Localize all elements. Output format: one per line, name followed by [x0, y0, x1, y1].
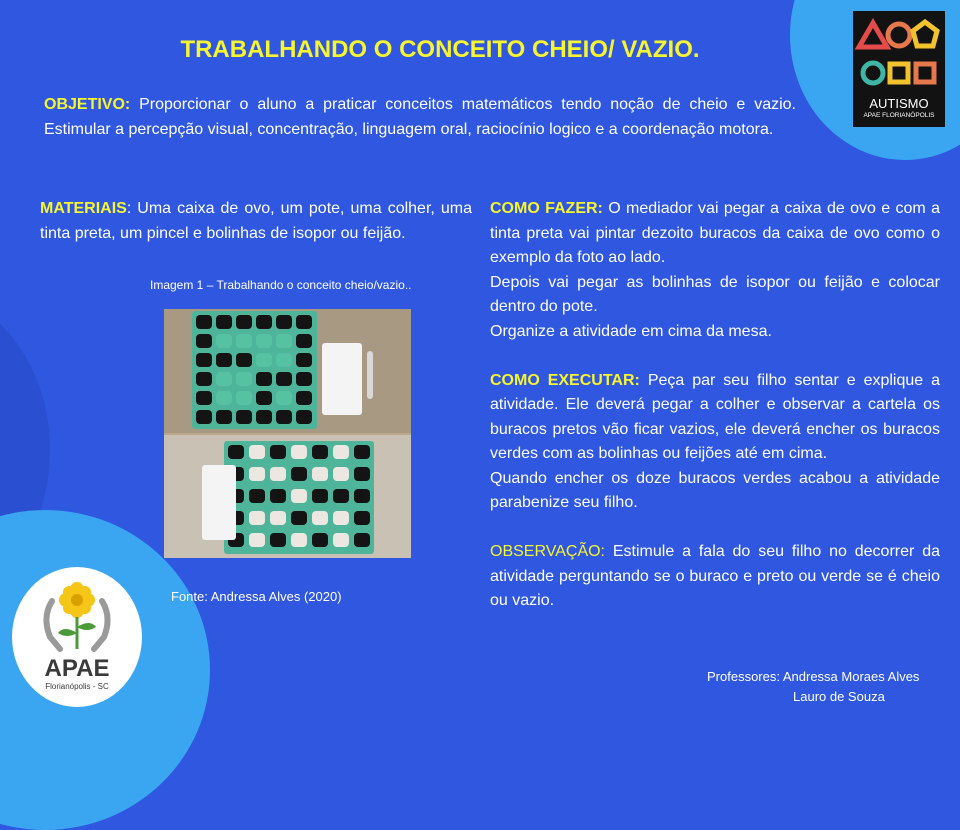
egg-cell	[312, 467, 328, 481]
egg-cell	[236, 410, 252, 424]
egg-cell	[216, 372, 232, 386]
teachers-line-2: Lauro de Souza	[793, 689, 885, 704]
image-source: Fonte: Andressa Alves (2020)	[171, 589, 342, 604]
egg-cell	[196, 353, 212, 367]
how-to-execute-label: COMO EXECUTAR:	[490, 371, 640, 389]
egg-cell	[276, 391, 292, 405]
egg-cell	[354, 489, 370, 503]
egg-cell	[333, 467, 349, 481]
egg-cell	[276, 334, 292, 348]
image-caption: Imagem 1 – Trabalhando o conceito cheio/vazio..	[150, 278, 412, 292]
egg-cell	[216, 334, 232, 348]
egg-cell	[276, 410, 292, 424]
how-to-make-text-1: O mediador vai pegar a caixa de ovo e com a tinta preta vai pintar dezoito buracos da caixa de ovo como o exemplo da foto ao lado.	[490, 200, 940, 266]
spacer	[490, 344, 940, 369]
egg-cell	[296, 334, 312, 348]
autismo-logo-name: AUTISMO	[869, 96, 929, 111]
egg-cell	[296, 391, 312, 405]
instructions-column	[490, 197, 940, 614]
photo-bottom-half	[164, 435, 411, 558]
egg-cell	[270, 489, 286, 503]
egg-cell	[354, 533, 370, 547]
spacer	[490, 516, 940, 541]
pot-with-balls	[322, 343, 362, 415]
egg-cell	[256, 334, 272, 348]
egg-cell	[312, 489, 328, 503]
objective-paragraph	[44, 93, 796, 142]
objective-text: Proporcionar o aluno a praticar conceitos matemáticos tendo noção de cheio e vazio. Estimular a percepção visual, concentração, linguagem oral, raciocínio logico e a coordenação motora.	[44, 96, 796, 138]
egg-cell	[256, 410, 272, 424]
egg-cell	[236, 334, 252, 348]
objective-label: OBJETIVO:	[44, 96, 131, 113]
materials-paragraph	[40, 197, 472, 246]
materials-label: MATERIAIS	[40, 200, 127, 217]
egg-cell	[291, 511, 307, 525]
egg-cell	[256, 315, 272, 329]
how-to-execute-paragraph	[490, 369, 940, 467]
egg-cell	[196, 372, 212, 386]
activity-photo	[164, 309, 411, 558]
how-to-make-text-2: Depois vai pegar as bolinhas de isopor ou feijão e colocar dentro do pote.	[490, 273, 940, 315]
egg-cell	[354, 511, 370, 525]
how-to-execute-text-2: Quando encher os doze buracos verdes acabou a atividade parabenize seu filho.	[490, 469, 940, 511]
egg-cell	[270, 511, 286, 525]
flower-hands-icon	[12, 567, 142, 657]
egg-cell	[228, 445, 244, 459]
egg-cell	[236, 315, 252, 329]
egg-cell	[270, 467, 286, 481]
apae-logo-city: Florianópolis - SC	[45, 682, 109, 691]
egg-cell	[312, 445, 328, 459]
egg-cell	[291, 467, 307, 481]
egg-cell	[270, 533, 286, 547]
egg-cell	[256, 391, 272, 405]
photo-top-half	[164, 309, 411, 433]
egg-cell	[249, 533, 265, 547]
egg-cell	[333, 511, 349, 525]
autismo-shapes-icon	[853, 11, 945, 95]
egg-cell	[196, 410, 212, 424]
egg-cell	[256, 372, 272, 386]
egg-cell	[354, 445, 370, 459]
egg-cell	[296, 353, 312, 367]
egg-cell	[291, 489, 307, 503]
how-to-execute-text-1: Peça par seu filho sentar e explique a atividade. Ele deverá pegar a colher e observar a cartela os buracos pretos vão ficar vazios, ele deverá encher os buracos verdes com as bolinhas ou feijões até em cima.	[490, 371, 941, 462]
how-to-make-paragraph	[490, 197, 940, 271]
egg-cell	[296, 410, 312, 424]
egg-cell	[249, 511, 265, 525]
egg-cell	[249, 467, 265, 481]
egg-cell	[249, 445, 265, 459]
materials-text: : Uma caixa de ovo, um pote, uma colher, uma tinta preta, um pincel e bolinhas de isopor ou feijão.	[40, 200, 472, 242]
egg-cell	[249, 489, 265, 503]
egg-cell	[276, 353, 292, 367]
egg-cell	[296, 315, 312, 329]
autismo-logo-sub: APAE FLORIANÓPOLIS	[863, 112, 935, 119]
observation-label: OBSERVAÇÃO:	[490, 543, 605, 560]
observation-text: Estimule a fala do seu filho no decorrer da atividade perguntando se o buraco e preto ou verde se é cheio ou vazio.	[490, 543, 940, 609]
egg-cell	[333, 445, 349, 459]
apae-logo-name: APAE	[44, 655, 110, 682]
apae-logo	[12, 567, 142, 707]
how-to-make-label: COMO FAZER:	[490, 200, 603, 217]
egg-cell	[312, 533, 328, 547]
egg-cell	[312, 511, 328, 525]
egg-cell	[276, 372, 292, 386]
egg-cell	[216, 410, 232, 424]
egg-cell	[354, 467, 370, 481]
egg-cell	[291, 533, 307, 547]
egg-cell	[333, 489, 349, 503]
egg-cell	[333, 533, 349, 547]
teachers-line-1: Professores: Andressa Moraes Alves	[707, 669, 920, 684]
egg-cell	[291, 445, 307, 459]
egg-tray	[224, 441, 374, 554]
egg-cell	[276, 315, 292, 329]
egg-cell	[256, 353, 272, 367]
egg-cell	[196, 315, 212, 329]
egg-cell	[236, 372, 252, 386]
egg-cell	[270, 445, 286, 459]
spoon	[367, 351, 373, 399]
egg-cell	[296, 372, 312, 386]
egg-cell	[216, 391, 232, 405]
egg-cell	[236, 353, 252, 367]
autismo-logo	[853, 11, 945, 127]
egg-cell	[236, 391, 252, 405]
how-to-make-text-3: Organize a atividade em cima da mesa.	[490, 322, 772, 340]
page-title: TRABALHANDO O CONCEITO CHEIO/ VAZIO.	[180, 36, 700, 63]
egg-cell	[196, 334, 212, 348]
teachers-credit	[707, 667, 919, 707]
egg-cell	[216, 315, 232, 329]
egg-tray	[192, 311, 317, 429]
egg-cell	[216, 353, 232, 367]
egg-cell	[196, 391, 212, 405]
pot-with-balls	[202, 465, 236, 540]
observation-paragraph	[490, 540, 940, 614]
